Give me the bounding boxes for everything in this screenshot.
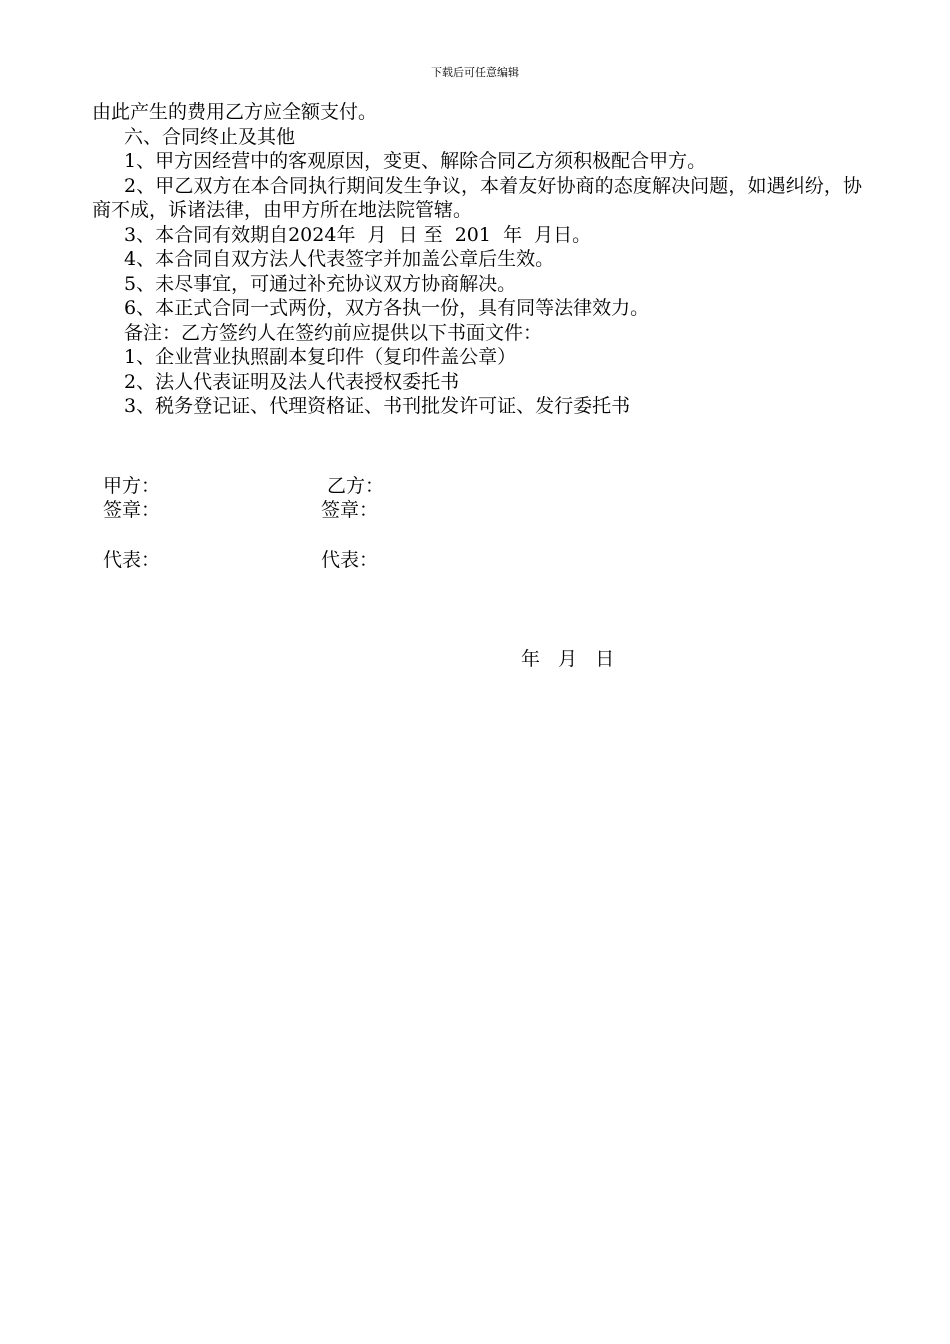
party-a-seal-label: 签章： bbox=[103, 499, 161, 521]
party-b-seal-label: 签章： bbox=[321, 499, 379, 521]
clause-1: 1、甲方因经营中的客观原因，变更、解除合同乙方须积极配合甲方。 bbox=[124, 150, 707, 172]
clause-6: 6、本正式合同一式两份，双方各执一份，具有同等法律效力。 bbox=[124, 297, 650, 319]
party-b-rep-label: 代表： bbox=[321, 549, 379, 571]
page-header: 下载后可任意编辑 bbox=[431, 66, 519, 79]
remarks-item-1: 1、企业营业执照副本复印件（复印件盖公章） bbox=[124, 346, 517, 368]
remarks-heading: 备注：乙方签约人在签约前应提供以下书面文件： bbox=[124, 321, 543, 344]
clause-5: 5、未尽事宜，可通过补充协议双方协商解决。 bbox=[124, 272, 517, 295]
party-b-label: 乙方： bbox=[327, 475, 385, 497]
clause-4: 4、本合同自双方法人代表签字并加盖公章后生效。 bbox=[124, 248, 555, 270]
text-line-fee: 由此产生的费用乙方应全额支付。 bbox=[92, 101, 378, 123]
section-heading-termination: 六、合同终止及其他 bbox=[124, 125, 296, 148]
contract-body bbox=[92, 100, 862, 419]
clause-3: 3、本合同有效期自2024年 月 日 至 201 年 月日。 bbox=[124, 223, 592, 246]
party-a-label: 甲方： bbox=[103, 475, 161, 497]
clause-2: 2、甲乙双方在本合同执行期间发生争议，本着友好协商的态度解决问题，如遇纠纷，协商不成，诉诸法律，由甲方所在地法院管辖。 bbox=[92, 174, 862, 221]
remarks-item-3: 3、税务登记证、代理资格证、书刊批发许可证、发行委托书 bbox=[124, 395, 631, 417]
signing-date: 年 月 日 bbox=[521, 648, 615, 670]
remarks-item-2: 2、法人代表证明及法人代表授权委托书 bbox=[124, 370, 460, 393]
party-a-rep-label: 代表： bbox=[103, 549, 161, 571]
